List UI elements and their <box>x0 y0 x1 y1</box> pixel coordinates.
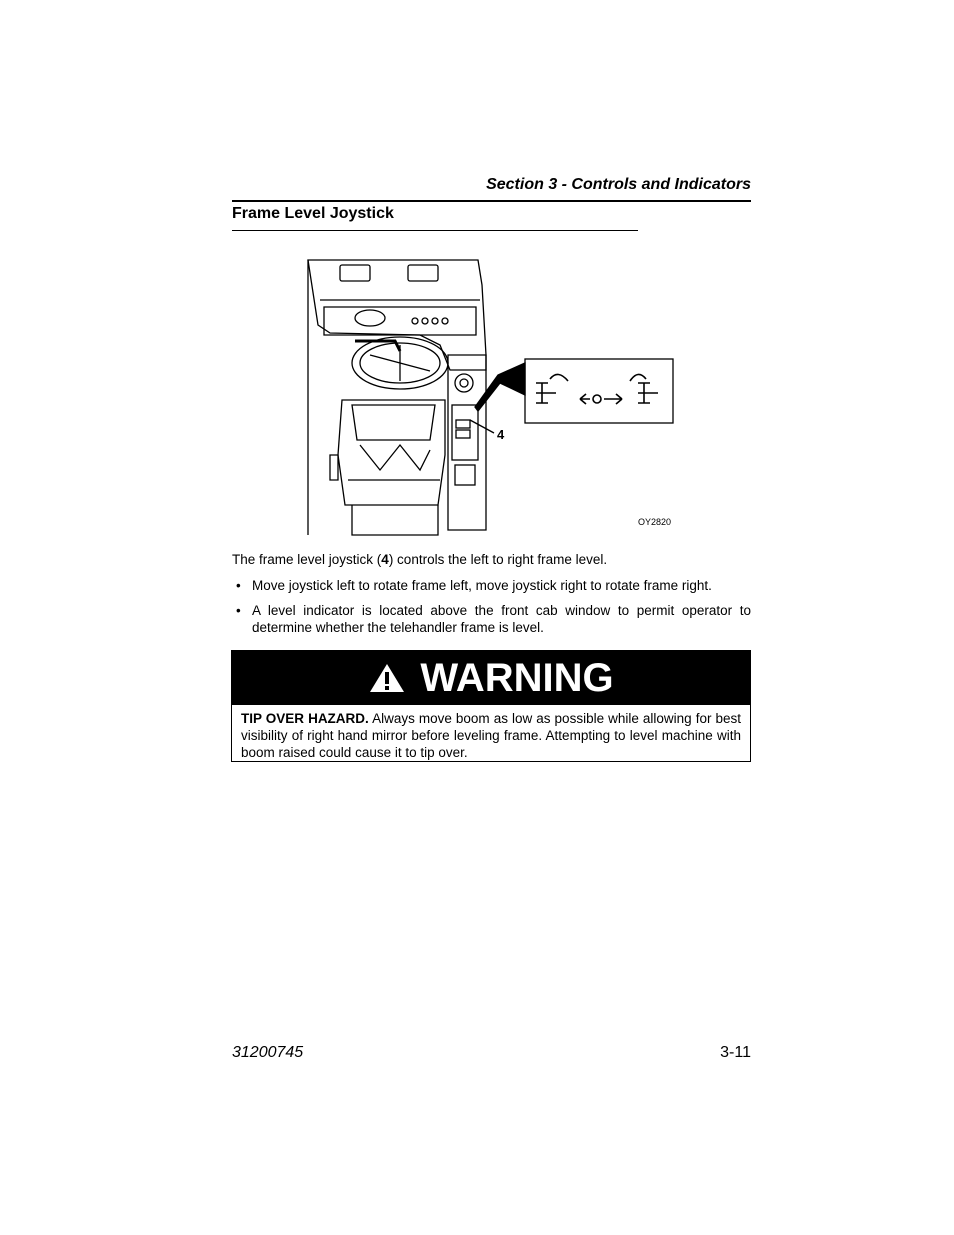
seat-armrest <box>330 455 338 480</box>
joystick-center-icon <box>593 395 601 403</box>
console-fan <box>455 374 473 392</box>
title-rule <box>232 230 638 231</box>
dash-vent-right <box>408 265 438 281</box>
warning-lead: TIP OVER HAZARD. <box>241 711 369 726</box>
cab-controls-illustration <box>300 255 680 540</box>
bullet-text: A level indicator is located above the front cab window to permit operator to determine whether the telehandler frame is level. <box>252 603 751 635</box>
section-header: Section 3 - Controls and Indicators <box>486 176 751 193</box>
dashboard-outline <box>308 260 486 370</box>
warning-word: WARNING <box>420 655 614 700</box>
figure-callout-4: 4 <box>497 427 505 442</box>
callout-leader-line <box>470 420 494 433</box>
joystick-direction-symbols <box>536 374 658 404</box>
intro-paragraph <box>232 551 751 568</box>
intro-before: The frame level joystick ( <box>232 552 382 567</box>
intro-after: ) controls the left to right frame level. <box>388 552 608 567</box>
figure-code: OY2820 <box>638 517 672 527</box>
footer-page-number: 3-11 <box>720 1044 751 1061</box>
warning-text <box>232 705 750 761</box>
warning-banner <box>232 651 750 705</box>
section-rule <box>232 200 751 202</box>
list-item: • A level indicator is located above the front cab window to permit operator to determine whether the telehandler frame is level. <box>236 603 751 635</box>
console-lower-panel <box>455 465 475 485</box>
warning-triangle-icon <box>368 662 406 694</box>
dash-vent-left <box>340 265 370 281</box>
bullet-text: Move joystick left to rotate frame left, move joystick right to rotate frame right. <box>252 578 712 593</box>
list-item: • Move joystick left to rotate frame left, move joystick right to rotate frame right. <box>236 578 712 593</box>
footer-doc-number: 31200745 <box>232 1044 304 1061</box>
arrow-left-icon <box>580 394 590 404</box>
warning-box <box>231 650 751 762</box>
intro-ref: 4 <box>381 552 389 567</box>
page-title: Frame Level Joystick <box>232 205 394 222</box>
bullet-list <box>232 577 751 644</box>
instrument-panel <box>324 307 476 335</box>
joystick-inset-box <box>525 359 673 423</box>
gauge <box>355 310 385 326</box>
arrow-right-icon <box>604 394 622 404</box>
warning-message: Always move boom as low as possible while allowing for best visibility of right hand mirror before leveling frame. Attempting to level machine with boom raised could cause it to tip over. <box>241 711 741 760</box>
